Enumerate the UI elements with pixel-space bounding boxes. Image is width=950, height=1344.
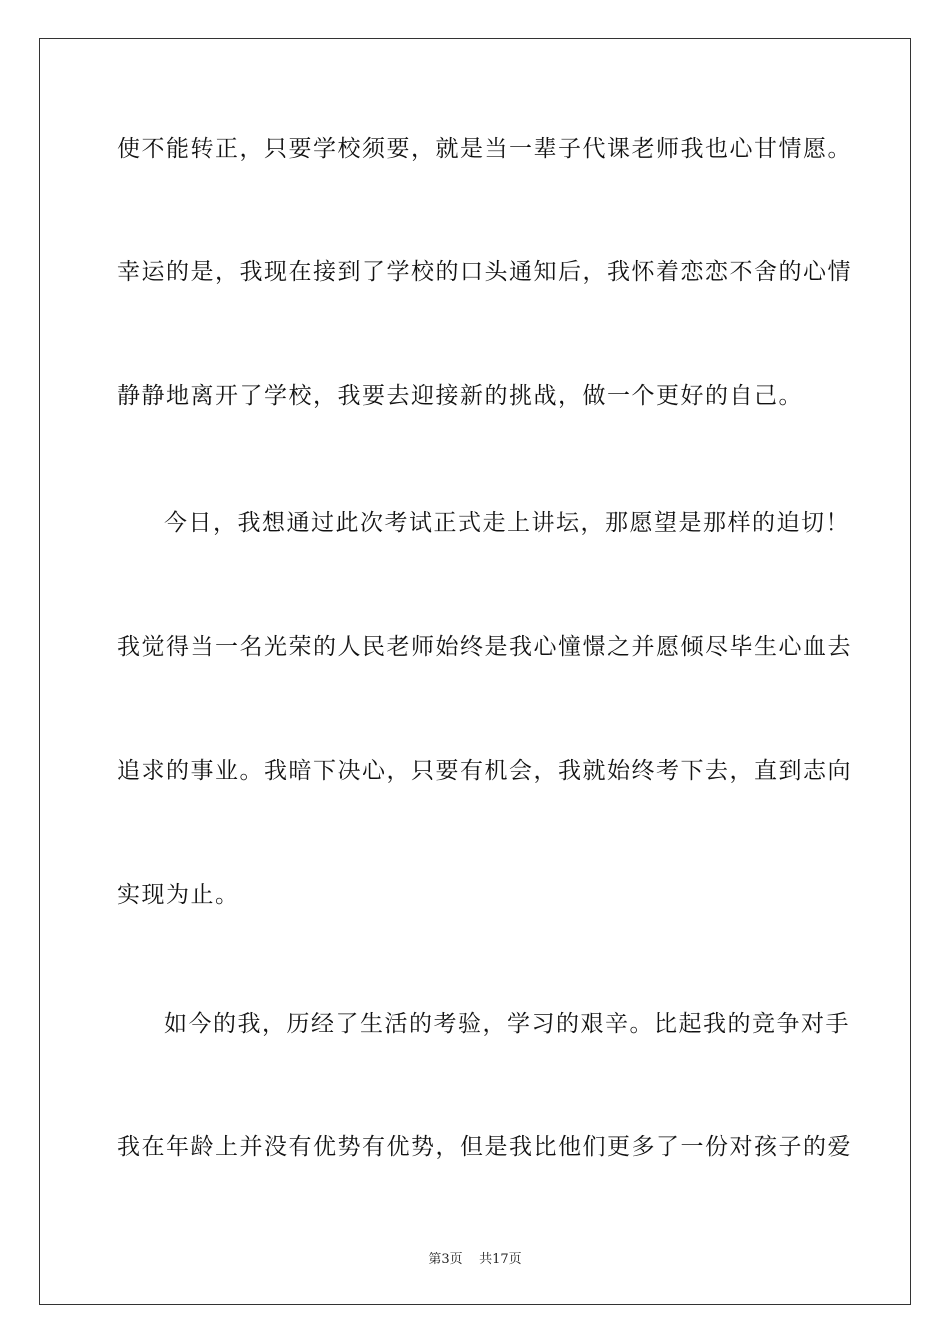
text-line-5: 我觉得当一名光荣的人民老师始终是我心憧憬之并愿倾尽毕生心血去 bbox=[117, 634, 852, 660]
page-border bbox=[39, 38, 911, 1305]
page-footer bbox=[0, 1248, 950, 1267]
page-number: 第3页 bbox=[428, 1252, 463, 1267]
text-line-6: 追求的事业。我暗下决心，只要有机会，我就始终考下去，直到志向 bbox=[117, 758, 852, 784]
text-line-2: 幸运的是，我现在接到了学校的口头通知后，我怀着恋恋不舍的心情 bbox=[117, 259, 852, 285]
text-line-7: 实现为止。 bbox=[117, 882, 240, 908]
text-line-1: 使不能转正，只要学校须要，就是当一辈子代课老师我也心甘情愿。 bbox=[117, 136, 852, 162]
text-line-9: 我在年龄上并没有优势有优势，但是我比他们更多了一份对孩子的爱 bbox=[117, 1134, 852, 1160]
text-line-4: 今日，我想通过此次考试正式走上讲坛，那愿望是那样的迫切！ bbox=[164, 510, 850, 536]
text-line-3: 静静地离开了学校，我要去迎接新的挑战，做一个更好的自己。 bbox=[117, 383, 803, 409]
page-total: 共17页 bbox=[479, 1252, 522, 1267]
text-line-8: 如今的我，历经了生活的考验，学习的艰辛。比起我的竞争对手 bbox=[164, 1011, 850, 1037]
